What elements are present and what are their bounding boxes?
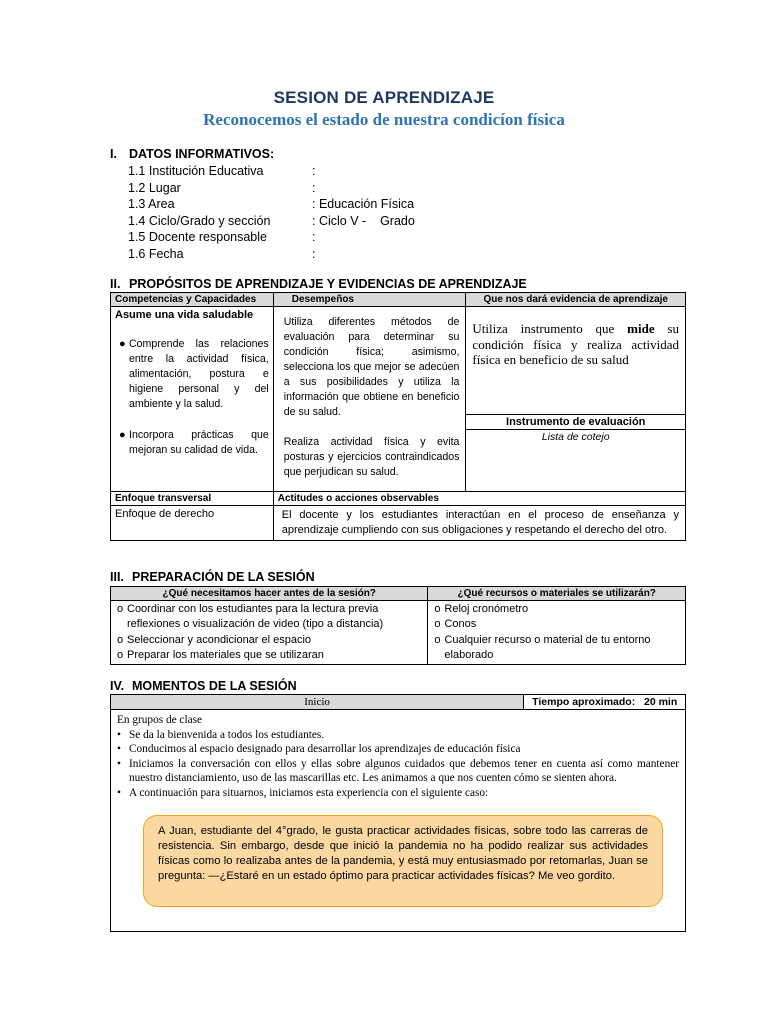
preparacion-table	[110, 586, 686, 665]
desempeno-text: Utiliza diferentes métodos de evaluación para determinar su condición física; asimismo, selecciona los que mejor se adecúen a sus posibilidades y utiliza la información que obtiene en beneficio de su salud.	[283, 316, 460, 418]
info-value: : Ciclo V - Grado	[312, 213, 415, 228]
info-row	[128, 180, 502, 197]
col-header-desempenos: Desempeños	[273, 293, 466, 307]
competencias-cell	[111, 307, 274, 492]
circle-bullet-icon: o	[434, 603, 441, 615]
circle-bullet-icon: o	[117, 633, 124, 646]
desempeno-text: Realiza actividad física y evita posturas y ejercicios contraindicados que perjudican su salud.	[283, 436, 460, 478]
section-title: MOMENTOS DE LA SESIÓN	[132, 679, 297, 693]
list-item	[117, 728, 679, 743]
section-1-heading	[110, 147, 274, 161]
section-3-heading	[110, 570, 315, 584]
list-item	[117, 786, 679, 801]
info-row	[128, 213, 502, 230]
circle-bullet-icon: o	[117, 603, 124, 615]
info-label: 1.3 Area	[128, 197, 175, 211]
case-text: A Juan, estudiante del 4°grado, le gusta practicar actividades físicas, sobre todo las carreras de resistencia. Sin embargo, desde que inició la pandemia no ha podido realizar sus actividades físicas como lo realizaba antes de la pandemia, y está muy entusiasmado por retomarlas, Juan se pregunta: —¿Estaré en un estado óptimo para practicar actividades físicas? Me veo gordito.	[158, 825, 648, 882]
capacidad-text: Incorpora prácticas que mejoran su calidad de vida.	[129, 429, 269, 456]
document-title: SESION DE APRENDIZAJE	[273, 88, 495, 107]
intro-text: En grupos de clase	[117, 714, 203, 726]
list-item-text: Conducimos al espacio designado para desarrollar los aprendizajes de educación física	[129, 743, 521, 756]
list-item	[117, 633, 423, 648]
antes-cell	[111, 601, 428, 665]
document-subtitle: Reconocemos el estado de nuestra condicíon física	[203, 110, 565, 129]
section-number: IV.	[110, 679, 125, 693]
list-item-text: Cualquier recurso o material de tu entorno elaborado	[444, 633, 651, 661]
datos-informativos	[128, 163, 502, 262]
list-item	[117, 648, 423, 663]
list-item-text: Preparar los materiales que se utilizaran	[127, 648, 324, 661]
info-label: 1.6 Fecha	[128, 246, 184, 261]
col-header-competencias: Competencias y Capacidades	[111, 293, 274, 307]
competencia-title: Asume una vida saludable	[115, 309, 254, 321]
actitudes-header: Actitudes o acciones observables	[273, 492, 685, 506]
list-item-text: Iniciamos la conversación con ellos y ellas sobre algunos cuidados que debemos tener en cuenta así como mantener nuestro distanciamiento, uso de las mascarillas etc. Les animamos a que nos cuenten cómo se sienten ahora.	[129, 757, 679, 785]
info-row	[128, 163, 502, 180]
info-value: :	[312, 180, 316, 195]
bullet-icon: •	[117, 786, 121, 799]
bullet-icon: ●	[119, 429, 126, 441]
capacidad-item	[115, 337, 269, 412]
evidencia-part: su condición física y realiza actividad física en beneficio de su salud	[472, 321, 679, 367]
info-row	[128, 229, 502, 246]
info-row	[128, 246, 502, 263]
list-item-text: Coordinar con los estudiantes para la lectura previa reflexiones o visualización de video (tipo a distancia)	[127, 603, 384, 631]
section-number: I.	[110, 147, 117, 161]
evidencia-bold: mide	[627, 321, 655, 336]
actitudes-value: El docente y los estudiantes interactúan en el proceso de enseñanza y aprendizaje cumpliendo con sus obligaciones y respetando el derecho del otro.	[273, 506, 685, 541]
list-item-text: A continuación para situarnos, iniciamos esta experiencia con el siguiente caso:	[129, 786, 489, 799]
info-value: :	[312, 246, 316, 261]
list-item	[117, 742, 679, 757]
capacidad-item	[115, 428, 269, 458]
desempenos-cell	[273, 307, 466, 492]
section-2-heading	[110, 277, 527, 291]
circle-bullet-icon: o	[117, 648, 124, 661]
bullet-icon: •	[117, 743, 121, 756]
list-item-text: Seleccionar y acondicionar el espacio	[127, 633, 312, 646]
list-item	[117, 602, 423, 633]
bullet-icon: •	[117, 757, 121, 770]
section-title: DATOS INFORMATIVOS:	[129, 147, 275, 161]
phase-label: Inicio	[111, 695, 524, 710]
section-number: II.	[110, 277, 121, 291]
instrumento-header: Instrumento de evaluación	[466, 415, 685, 430]
enfoque-value: Enfoque de derecho	[111, 506, 274, 541]
recursos-cell	[428, 601, 686, 665]
list-item	[117, 757, 679, 786]
col-header-evidencia: Que nos dará evidencia de aprendizaje	[466, 293, 686, 307]
list-item	[434, 617, 681, 632]
instrumento-cell	[466, 415, 686, 492]
propositos-table	[110, 292, 686, 541]
capacidad-text: Comprende las relaciones entre la actividad física, alimentación, postura e higiene personal y del ambiente y la salud.	[129, 338, 269, 410]
circle-bullet-icon: o	[434, 618, 441, 631]
time-value: 20 min	[643, 696, 678, 708]
list-item-text: Reloj cronómetro	[444, 603, 529, 615]
bullet-icon: •	[117, 728, 121, 741]
evidencia-part: Utiliza instrumento que	[472, 321, 628, 336]
case-box	[143, 815, 663, 907]
evidencia-text	[472, 321, 679, 368]
section-4-heading	[110, 679, 297, 693]
section-title: PROPÓSITOS DE APRENDIZAJE Y EVIDENCIAS DE APRENDIZAJE	[129, 277, 527, 291]
time-label: Tiempo aproximado:	[532, 696, 636, 708]
list-item-text: Conos	[444, 618, 477, 631]
info-value: :	[312, 230, 316, 244]
enfoque-header: Enfoque transversal	[111, 492, 274, 506]
bullet-icon: ●	[119, 338, 126, 350]
info-row	[128, 196, 502, 213]
info-label: 1.2 Lugar	[128, 180, 181, 195]
col-header-antes: ¿Qué necesitamos hacer antes de la sesión?	[111, 587, 428, 601]
info-label: 1.1 Institución Educativa	[128, 164, 264, 178]
list-item	[434, 602, 681, 617]
instrumento-value: Lista de cotejo	[541, 431, 610, 443]
section-number: III.	[110, 570, 124, 584]
col-header-recursos: ¿Qué recursos o materiales se utilizarán?	[428, 587, 686, 601]
info-value: :	[312, 164, 316, 178]
info-value: : Educación Física	[312, 197, 415, 211]
list-item-text: Se da la bienvenida a todos los estudiantes.	[129, 728, 325, 741]
circle-bullet-icon: o	[434, 633, 441, 646]
time-cell	[524, 695, 686, 710]
evidencia-cell	[466, 307, 686, 415]
info-label: 1.4 Ciclo/Grado y sección	[128, 213, 271, 228]
list-item	[434, 633, 681, 664]
info-label: 1.5 Docente responsable	[128, 230, 267, 244]
section-title: PREPARACIÓN DE LA SESIÓN	[132, 570, 315, 584]
